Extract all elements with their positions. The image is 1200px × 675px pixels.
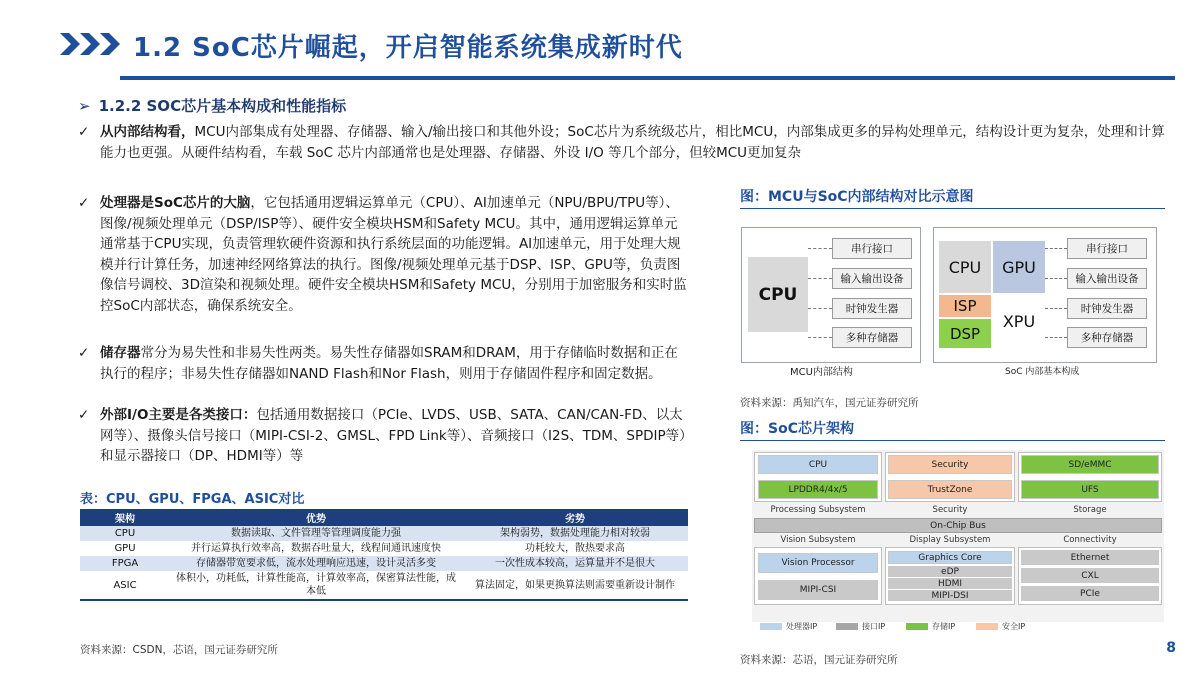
header-architecture: 架构 [80,509,170,526]
cell-advantage: 数据读取、文件管理等管理调度能力强 [170,526,462,541]
cpu-cell: CPU [758,455,878,474]
bullet-io-text: 包括通用数据接口（PCIe、LVDS、USB、SATA、CAN/CAN-FD、以太网等）、摄像头信号接口（MIPI-CSI-2、GMSL、FPD Link等）、音频接口（I2S、TDM、SPDIP等）和显示器接口（DP、HDMI等）等 [100,407,686,464]
storage-subsystem-label: Storage [1073,505,1107,515]
bullet-io-heading: 外部I/O主要是各类接口： [100,407,257,423]
trustzone-cell: TrustZone [888,480,1012,499]
header-advantages: 优势 [170,509,462,526]
soc-clock-generator: 时钟发生器 [1067,298,1147,319]
cell-architecture: CPU [80,526,170,541]
legend-label: 安全IP [1002,622,1026,631]
cell-disadvantage: 算法固定，如果更换算法则需要重新设计制作 [462,571,688,600]
check-icon: ✓ [78,124,90,140]
figure1-source: 资料来源：禹知汽车，国元证券研究所 [740,397,919,409]
table-header-row [80,509,688,526]
cxl-cell: CXL [1021,568,1159,583]
mcu-serial-interface: 串行接口 [832,238,912,259]
pcie-cell: PCIe [1021,586,1159,601]
legend-label: 存储IP [932,622,956,631]
arrow-icon: ➢ [78,97,91,115]
legend-processor-ip [760,621,817,632]
hdmi-cell: HDMI [888,578,1012,589]
legend-label: 接口IP [862,622,886,631]
soc-io-devices: 输入输出设备 [1067,268,1147,289]
bullet-io [78,405,690,467]
bullet-memory-heading: 储存器 [100,345,141,361]
legend-label: 处理器IP [786,622,818,631]
table-row [80,556,688,571]
connector-line [808,337,832,338]
cell-disadvantage: 功耗较大，散热要求高 [462,541,688,556]
connector-line [1045,278,1067,279]
bullet-memory-text: 常分为易失性和非易失性两类。易失性存储器如SRAM和DRAM，用于存储临时数据和正在执行的程序；非易失性存储器如NAND Flash和Nor Flash，则用于存储固件程序和固定数据。 [100,345,678,382]
soc-isp-block: ISP [939,295,991,317]
security-subsystem-label: Security [932,505,968,515]
section-heading [78,95,346,116]
header-disadvantages: 劣势 [462,509,688,526]
bullet-processor-text: ，它包括通用逻辑运算单元（CPU）、AI加速单元（NPU/BPU/TPU等）、图像/视频处理单元（DSP/ISP等）、硬件安全模块HSM和Safety MCU。其中，通用逻辑运算单元通常基于CPU实现，负责管理软硬件资源和执行系统层面的功能逻辑。AI加速单元，用于处理大规模并行计算任务，加速神经网络算法的执行。图像/视频处理单元基于DSP、ISP、GPU等，负责图像信号调校、3D渲染和视频处理。硬件安全模块HSM和Safety MCU，分别用于加密服务和实时监控SoC内部状态，确保系统安全。 [100,195,687,314]
vision-subsystem-label: Vision Subsystem [780,535,856,545]
soc-serial-interface: 串行接口 [1067,238,1147,259]
soc-dsp-block: DSP [939,319,991,348]
cell-architecture: GPU [80,541,170,556]
mcu-io-devices: 输入输出设备 [832,268,912,289]
legend-security-ip [976,621,1025,632]
legend-swatch [760,623,782,630]
connector-line [808,278,832,279]
mcu-clock-generator: 时钟发生器 [832,298,912,319]
cell-disadvantage: 一次性成本较高，运算量并不是很大 [462,556,688,571]
soc-gpu-block: GPU [993,241,1045,293]
table-row [80,526,688,541]
page-number: 8 [1166,640,1176,656]
mipi-dsi-cell: MIPI-DSI [888,590,1012,601]
table-source: 资料来源：CSDN，芯语，国元证券研究所 [80,644,278,656]
figure2-source: 资料来源：芯语，国元证券研究所 [740,654,898,666]
page-title: 1.2 SoC芯片崛起，开启智能系统集成新时代 [133,33,683,63]
soc-cpu-block: CPU [939,241,991,293]
soc-xpu-block: XPU [993,295,1045,348]
mipi-csi-cell: MIPI-CSI [758,580,878,600]
processing-subsystem-label: Processing Subsystem [770,505,866,515]
legend-swatch [976,623,998,630]
bullet-structure-heading: 从内部结构看， [100,124,195,140]
legend-swatch [906,623,928,630]
table-row [80,541,688,556]
figure2-caption: 图：SoC芯片架构 [740,421,854,437]
connector-line [1045,308,1067,309]
sd-emmc-cell: SD/eMMC [1021,455,1159,474]
cell-advantage: 体积小，功耗低，计算性能高，计算效率高，保密算法性能，成本低 [170,571,462,600]
on-chip-bus: On-Chip Bus [754,518,1162,533]
connector-line [808,248,832,249]
edp-cell: eDP [888,566,1012,577]
bullet-structure [78,122,1170,163]
connector-line [1045,337,1067,338]
cell-disadvantage: 架构弱势，数据处理能力相对较弱 [462,526,688,541]
check-icon: ✓ [78,345,90,361]
table-caption: 表：CPU、GPU、FPGA、ASIC对比 [80,492,305,507]
mcu-cpu-block: CPU [748,257,808,332]
mcu-diagram-label: MCU内部结构 [790,367,853,378]
check-icon: ✓ [78,407,90,423]
mcu-memories: 多种存储器 [832,327,912,348]
connectivity-label: Connectivity [1063,535,1117,545]
cell-advantage: 并行运算执行效率高，数据吞吐量大，线程间通讯速度快 [170,541,462,556]
bullet-processor-heading: 处理器是SoC芯片的大脑 [100,195,251,211]
cell-architecture: FPGA [80,556,170,571]
legend-storage-ip [906,621,955,632]
graphics-core-cell: Graphics Core [888,551,1012,564]
figure1-divider [740,208,1165,209]
soc-diagram-label: SoC 内部基本构成 [1005,367,1080,377]
connector-line [1045,248,1067,249]
check-icon: ✓ [78,195,90,211]
figure1-caption: 图：MCU与SoC内部结构对比示意图 [740,189,974,205]
table-row [80,571,688,600]
chevrons-icon [60,33,122,55]
ethernet-cell: Ethernet [1021,550,1159,565]
bullet-memory [78,343,690,384]
cell-advantage: 存储器带宽要求低，流水处理响应迅速，设计灵活多变 [170,556,462,571]
connector-line [808,308,832,309]
section-heading-text: 1.2.2 SOC芯片基本构成和性能指标 [98,97,347,115]
figure2-divider [740,440,1165,441]
bullet-processor [78,193,690,316]
cell-architecture: ASIC [80,571,170,600]
soc-memories: 多种存储器 [1067,327,1147,348]
security-cell: Security [888,455,1012,474]
vision-processor-cell: Vision Processor [758,553,878,573]
legend-swatch [836,623,858,630]
legend-interface-ip [836,621,885,632]
ufs-cell: UFS [1021,480,1159,499]
comparison-table [80,509,688,601]
lpddr-cell: LPDDR4/4x/5 [758,480,878,499]
display-subsystem-label: Display Subsystem [909,535,991,545]
title-divider [120,76,1175,80]
bullet-structure-text: MCU内部集成有处理器、存储器、输入/输出接口和其他外设；SoC芯片为系统级芯片，相比MCU，内部集成更多的异构处理单元，结构设计更为复杂，处理和计算能力也更强。从硬件结构看，车载 SoC 芯片内部通常也是处理器、存储器、外设 I/O 等几个部分，但较MCU更加复杂 [100,124,1165,161]
